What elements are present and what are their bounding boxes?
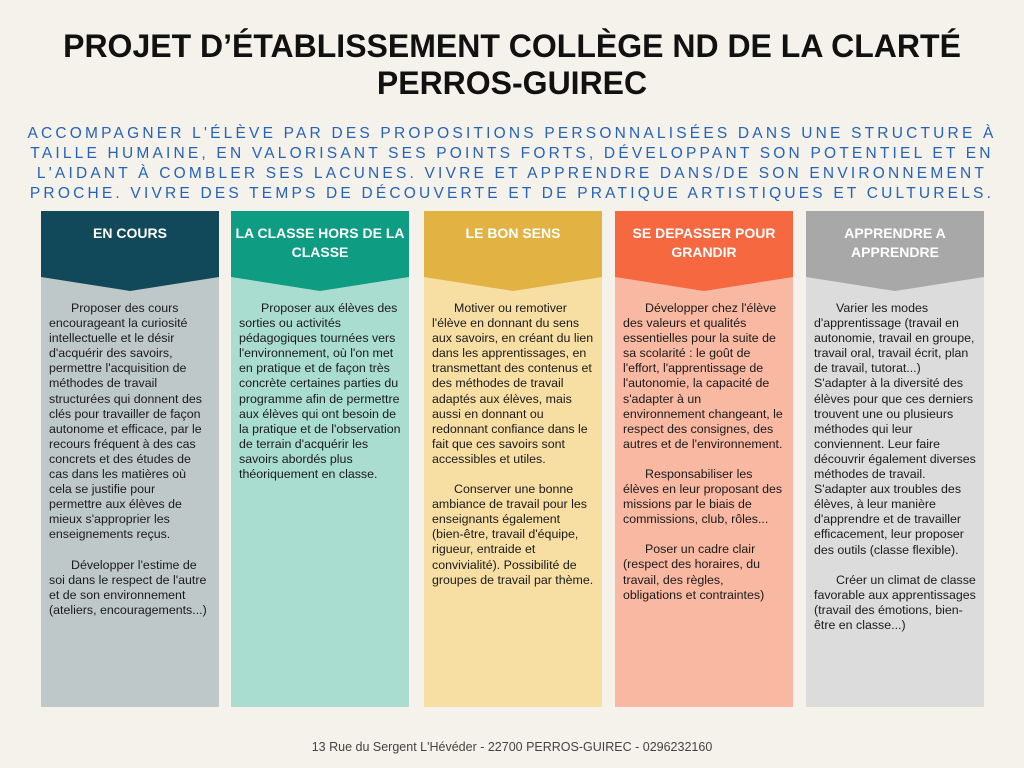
mission-statement: ACCOMPAGNER L'ÉLÈVE PAR DES PROPOSITIONS PERSONNALISÉES DANS UNE STRUCTURE À TAILLE HUMAINE, EN VALORISANT SES POINTS FORTS, DÉVELOPPANT SON POTENTIEL ET EN L'AIDANT À COMBLER SES LACUNES. VIVRE ET APPRENDRE DANS/DE SON ENVIRONNEMENT PROCHE. VIVRE DES TEMPS DE DÉCOUVERTE ET DE PRATIQUE ARTISTIQUES ET CULTURELS. bbox=[27, 125, 997, 202]
column-heading bbox=[615, 211, 793, 277]
column-paragraph: Conserver une bonne ambiance de travail pour les enseignants également (bien-être, travail d'équipe, rigueur, entraide et convivialité). Possibilité de groupes de travail par thème. bbox=[432, 482, 594, 587]
column-paragraph: Motiver ou remotiver l'élève en donnant du sens aux savoirs, en créant du lien dans les apprentissages, en transmettant des contenus et des méthodes de travail adaptés aux élèves, mais aussi en donnant ou redonnant confiance dans le fait que ces savoirs sont accessibles et utiles. bbox=[432, 301, 594, 466]
column-heading-label: EN COURS bbox=[93, 225, 167, 241]
column-en-cours bbox=[41, 211, 219, 707]
column-apprendre-a-apprendre bbox=[806, 211, 984, 707]
column-body bbox=[231, 277, 409, 707]
column-heading bbox=[41, 211, 219, 277]
column-paragraph: Varier les modes d'apprentissage (travail en autonomie, travail en groupe, travail oral, travail écrit, plan de travail, tutorat...) S'adapter à la diversité des élèves pour que ces derniers trouvent une ou plusieurs méthodes qui leur conviennent. Leur faire découvrir également diverses méthodes de travail. S'adapter aux troubles des élèves, à leur manière d'apprendre et de travailler efficacement, leur proposer des outils (classe flexible). bbox=[814, 301, 976, 557]
column-body bbox=[41, 277, 219, 707]
column-heading bbox=[231, 211, 409, 277]
title-line-2: PERROS-GUIREC bbox=[376, 65, 648, 101]
column-paragraph: Créer un climat de classe favorable aux apprentissages (travail des émotions, bien-être en classe...) bbox=[814, 572, 976, 632]
column-bon-sens bbox=[424, 211, 602, 707]
column-heading-label: APPRENDRE A APPRENDRE bbox=[844, 225, 946, 260]
page-title bbox=[0, 28, 1024, 102]
column-paragraph: Proposer des cours encourageant la curiosité intellectuelle et le désir d'acquérir des savoirs, permettre l'acquisition de méthodes de travail structurées qui donnent des clés pour travailler de façon autonome et efficace, par le recours fréquent à des cas concrets et des études de cas dans les matières où cela se justifie pour permettre aux élèves de mieux s'approprier les enseignements reçus. bbox=[49, 301, 202, 542]
column-paragraph: Développer chez l'élève des valeurs et qualités essentielles pour la suite de sa scolarité : le goût de l'effort, l'apprentissage de l'autonomie, la capacité de s'adapter à un environnement changeant, le respect des consignes, des autres et de l'environnement. bbox=[623, 301, 783, 451]
title-line-1: PROJET D’ÉTABLISSEMENT COLLÈGE ND DE LA CLARTÉ bbox=[63, 28, 961, 64]
column-body bbox=[806, 277, 984, 707]
column-heading-label: SE DEPASSER POUR GRANDIR bbox=[632, 225, 776, 260]
column-heading bbox=[806, 211, 984, 277]
column-paragraph: Poser un cadre clair (respect des horaires, du travail, des règles, obligations et contraintes) bbox=[623, 542, 765, 602]
column-body bbox=[424, 277, 602, 707]
column-paragraph: Responsabiliser les élèves en leur proposant des missions par le biais de commissions, club, rôles... bbox=[623, 466, 783, 527]
column-heading-label: LA CLASSE HORS DE LA CLASSE bbox=[235, 225, 405, 260]
column-paragraph: Développer l'estime de soi dans le respect de l'autre et de son environnement (ateliers, encouragements...) bbox=[49, 557, 207, 617]
column-heading bbox=[424, 211, 602, 277]
column-body bbox=[615, 277, 793, 707]
column-heading-label: LE BON SENS bbox=[465, 225, 561, 241]
column-se-depasser bbox=[615, 211, 793, 707]
footer-address: 13 Rue du Sergent L'Hévéder - 22700 PERROS-GUIREC - 0296232160 bbox=[311, 740, 713, 754]
column-classe-hors-classe bbox=[231, 211, 409, 707]
column-paragraph: Proposer aux élèves des sorties ou activités pédagogiques tournées vers l'environnement, où l'on met en pratique et de façon très concrète certaines parties du programme afin de permettre aux élèves qui ont besoin de la pratique et de l'observation de terrain d'acquérir les savoirs abordés plus théoriquement en classe. bbox=[239, 301, 401, 482]
